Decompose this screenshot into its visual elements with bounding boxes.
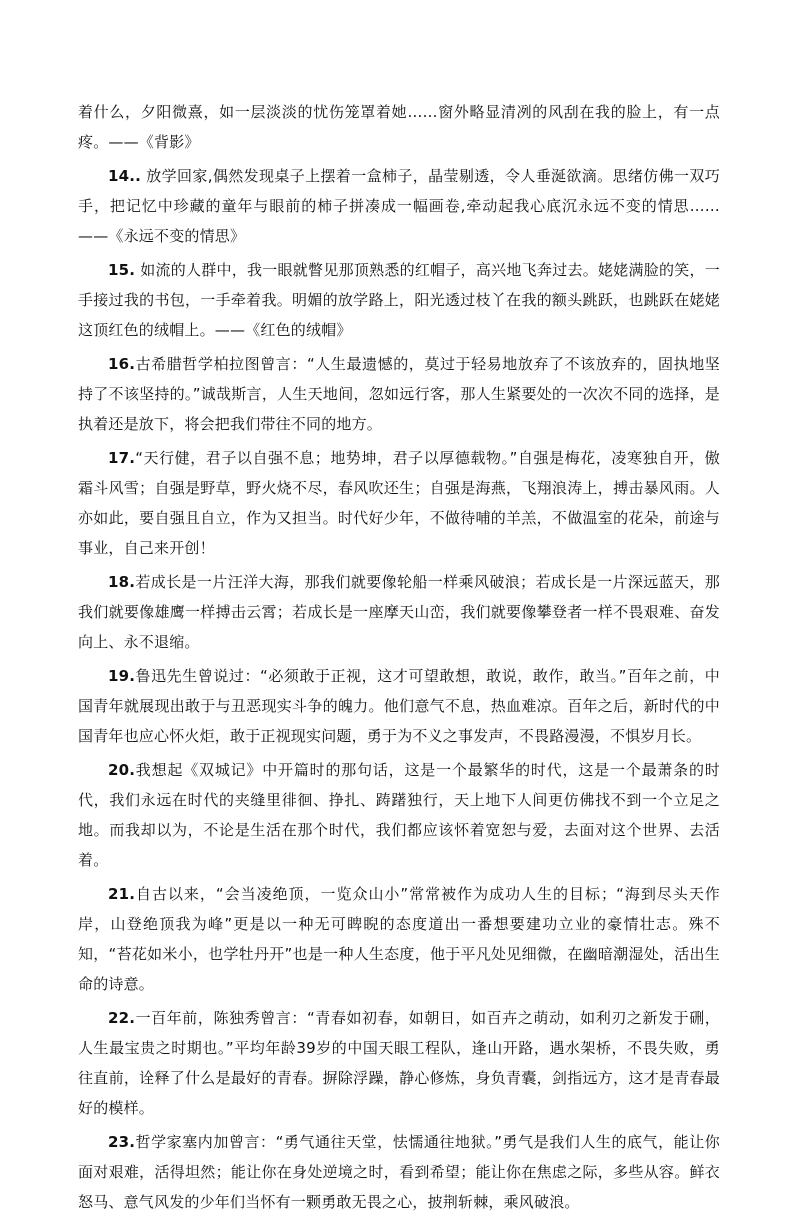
paragraph-text: 哲学家塞内加曾言：“勇气通往天堂，怯懦通往地狱。”勇气是我们人生的底气，能让你面对艰难，活得坦然；能让你在身处逆境之时，看到希望；能让你在焦虑之际，多些从容。鲜衣怒马、意气风发的少年们当怀有一颗勇敢无畏之心，披荆斩棘，乘风破浪。 <box>78 1133 720 1211</box>
paragraph <box>78 443 720 563</box>
paragraph-text: 鲁迅先生曾说过：“必须敢于正视，这才可望敢想，敢说，敢作，敢当。”百年之前，中国青年就展现出敢于与丑恶现实斗争的魄力。他们意气不息，热血难凉。百年之后，新时代的中国青年也应心怀火炬，敢于正视现实问题，勇于为不义之事发声，不畏路漫漫，不惧岁月长。 <box>78 667 720 745</box>
paragraph <box>78 1127 720 1217</box>
paragraph-text: 若成长是一片汪洋大海，那我们就要像轮船一样乘风破浪；若成长是一片深远蓝天，那我们就要像雄鹰一样搏击云霄；若成长是一座摩天山峦，我们就要像攀登者一样不畏艰难、奋发向上、永不退缩。 <box>78 573 720 651</box>
paragraph-text: 古希腊哲学柏拉图曾言：“人生最遗憾的，莫过于轻易地放弃了不该放弃的，固执地坚持了不该坚持的。”诚哉斯言，人生天地间，忽如远行客，那人生紧要处的一次次不同的选择，是执着还是放下，将会把我们带往不同的地方。 <box>78 355 720 433</box>
paragraph-text: 着什么，夕阳微熹，如一层淡淡的忧伤笼罩着她……窗外略显清冽的风刮在我的脸上，有一点疼。——《背影》 <box>78 103 720 151</box>
item-number: 18. <box>108 573 136 591</box>
paragraph <box>78 161 720 251</box>
item-number: 21. <box>108 885 136 903</box>
item-number: 15. <box>108 261 136 279</box>
paragraph <box>78 879 720 999</box>
item-number: 14.. <box>108 167 142 185</box>
item-number: 19. <box>108 667 136 685</box>
paragraph <box>78 1003 720 1123</box>
paragraph-text: “天行健，君子以自强不息；地势坤，君子以厚德载物。”自强是梅花，凌寒独自开，傲霜斗风雪；自强是野草，野火烧不尽，春风吹还生；自强是海燕，飞翔浪涛上，搏击暴风雨。人亦如此，要自强且自立，作为又担当。时代好少年，不做待哺的羊羔，不做温室的花朵，前途与事业，自己来开创！ <box>78 449 720 557</box>
paragraph-text: 如流的人群中，我一眼就瞥见那顶熟悉的红帽子，高兴地飞奔过去。姥姥满脸的笑，一手接过我的书包，一手牵着我。明媚的放学路上，阳光透过枝丫在我的额头跳跃，也跳跃在姥姥这顶红色的绒帽上。——《红色的绒帽》 <box>78 261 720 339</box>
item-number: 16. <box>108 355 136 373</box>
paragraph-text: 一百年前，陈独秀曾言：“青春如初春，如朝日，如百卉之萌动，如利刃之新发于硎，人生最宝贵之时期也。”平均年龄39岁的中国天眼工程队，逢山开路，遇水架桥，不畏失败，勇往直前，诠释了什么是最好的青春。摒除浮躁，静心修炼，身负青囊，剑指远方，这才是青春最好的模样。 <box>78 1009 720 1117</box>
paragraph-text: 放学回家,偶然发现桌子上摆着一盒柿子，晶莹剔透，令人垂涎欲滴。思绪仿佛一双巧手，把记忆中珍藏的童年与眼前的柿子拼凑成一幅画卷,牵动起我心底沉永远不变的情思……——《永远不变的情思》 <box>78 167 720 245</box>
document-body <box>78 97 720 1221</box>
paragraph <box>78 97 720 157</box>
paragraph <box>78 349 720 439</box>
paragraph <box>78 661 720 751</box>
item-number: 23. <box>108 1133 136 1151</box>
paragraph <box>78 755 720 875</box>
item-number: 17. <box>108 449 136 467</box>
item-number: 20. <box>108 761 136 779</box>
item-number: 22. <box>108 1009 136 1027</box>
paragraph <box>78 255 720 345</box>
paragraph-text: 我想起《双城记》中开篇时的那句话，这是一个最繁华的时代，这是一个最萧条的时代，我们永远在时代的夹缝里徘徊、挣扎、踌躇独行，天上地下人间更仿佛找不到一个立足之地。而我却以为，不论是生活在那个时代，我们都应该怀着宽恕与爱，去面对这个世界、去活着。 <box>78 761 720 869</box>
paragraph-text: 自古以来，“会当凌绝顶，一览众山小”常常被作为成功人生的目标；“海到尽头天作岸，山登绝顶我为峰”更是以一种无可睥睨的态度道出一番想要建功立业的豪情壮志。殊不知，“苔花如米小，也学牡丹开”也是一种人生态度，他于平凡处见细微，在幽暗潮湿处，活出生命的诗意。 <box>78 885 720 993</box>
paragraph <box>78 567 720 657</box>
